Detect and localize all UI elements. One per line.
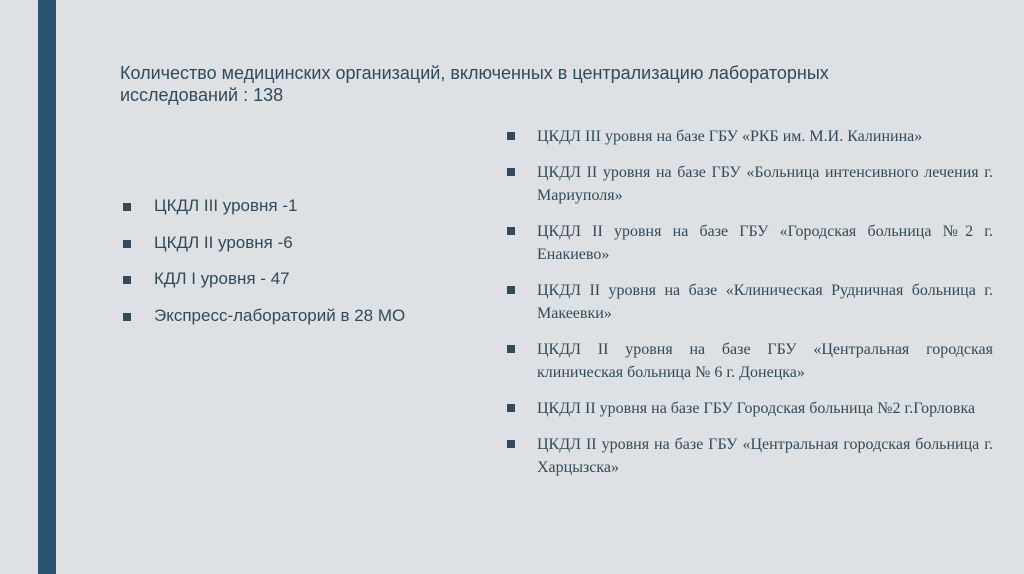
list-item-text: ЦКДЛ II уровня на базе ГБУ Городская больница №2 г.Горловка (537, 400, 976, 417)
list-item (120, 232, 500, 269)
list-item (120, 195, 500, 232)
list-item (505, 433, 993, 479)
accent-bar (38, 0, 56, 574)
list-item (505, 338, 993, 384)
list-item (505, 220, 993, 266)
slide-title: Количество медицинских организаций, включенных в централизацию лабораторных исследований : 138 (120, 63, 829, 105)
list-item-text: Экспресс-лабораторий в 28 МО (154, 305, 406, 325)
list-item-text: КДЛ I уровня - 47 (154, 269, 290, 288)
square-bullet-icon (507, 168, 515, 176)
square-bullet-icon (507, 404, 515, 412)
list-item (505, 125, 993, 148)
list-item-text: ЦКДЛ III уровня на базе ГБУ «РКБ им. М.И. Калинина» (537, 128, 923, 145)
list-item-text: ЦКДЛ II уровня на базе ГБУ «Центральная городская клиническая больница № 6 г. Донецка» (537, 341, 993, 381)
list-item (120, 268, 500, 305)
list-item-text: ЦКДЛ II уровня на базе ГБУ «Центральная городская больница г. Харцызска» (537, 436, 993, 476)
list-item (505, 161, 993, 207)
square-bullet-icon (507, 227, 515, 235)
list-item (120, 305, 500, 342)
square-bullet-icon (123, 203, 131, 211)
list-item (505, 397, 993, 420)
laboratory-list (505, 125, 993, 492)
list-item-text: ЦКДЛ II уровня -6 (154, 232, 293, 252)
square-bullet-icon (123, 240, 131, 248)
square-bullet-icon (507, 132, 515, 140)
summary-list (120, 195, 500, 341)
square-bullet-icon (507, 345, 515, 353)
list-item-text: ЦКДЛ II уровня на базе ГБУ «Больница интенсивного лечения г. Мариуполя» (537, 164, 993, 204)
square-bullet-icon (123, 276, 131, 284)
square-bullet-icon (507, 440, 515, 448)
square-bullet-icon (123, 313, 131, 321)
square-bullet-icon (507, 286, 515, 294)
list-item-text: ЦКДЛ II уровня на базе «Клиническая Рудничная больница г. Макеевки» (537, 282, 993, 322)
list-item (505, 279, 993, 325)
list-item-text: ЦКДЛ III уровня -1 (154, 196, 298, 215)
list-item-text: ЦКДЛ II уровня на базе ГБУ «Городская больница №2 г. Енакиево» (537, 223, 993, 263)
